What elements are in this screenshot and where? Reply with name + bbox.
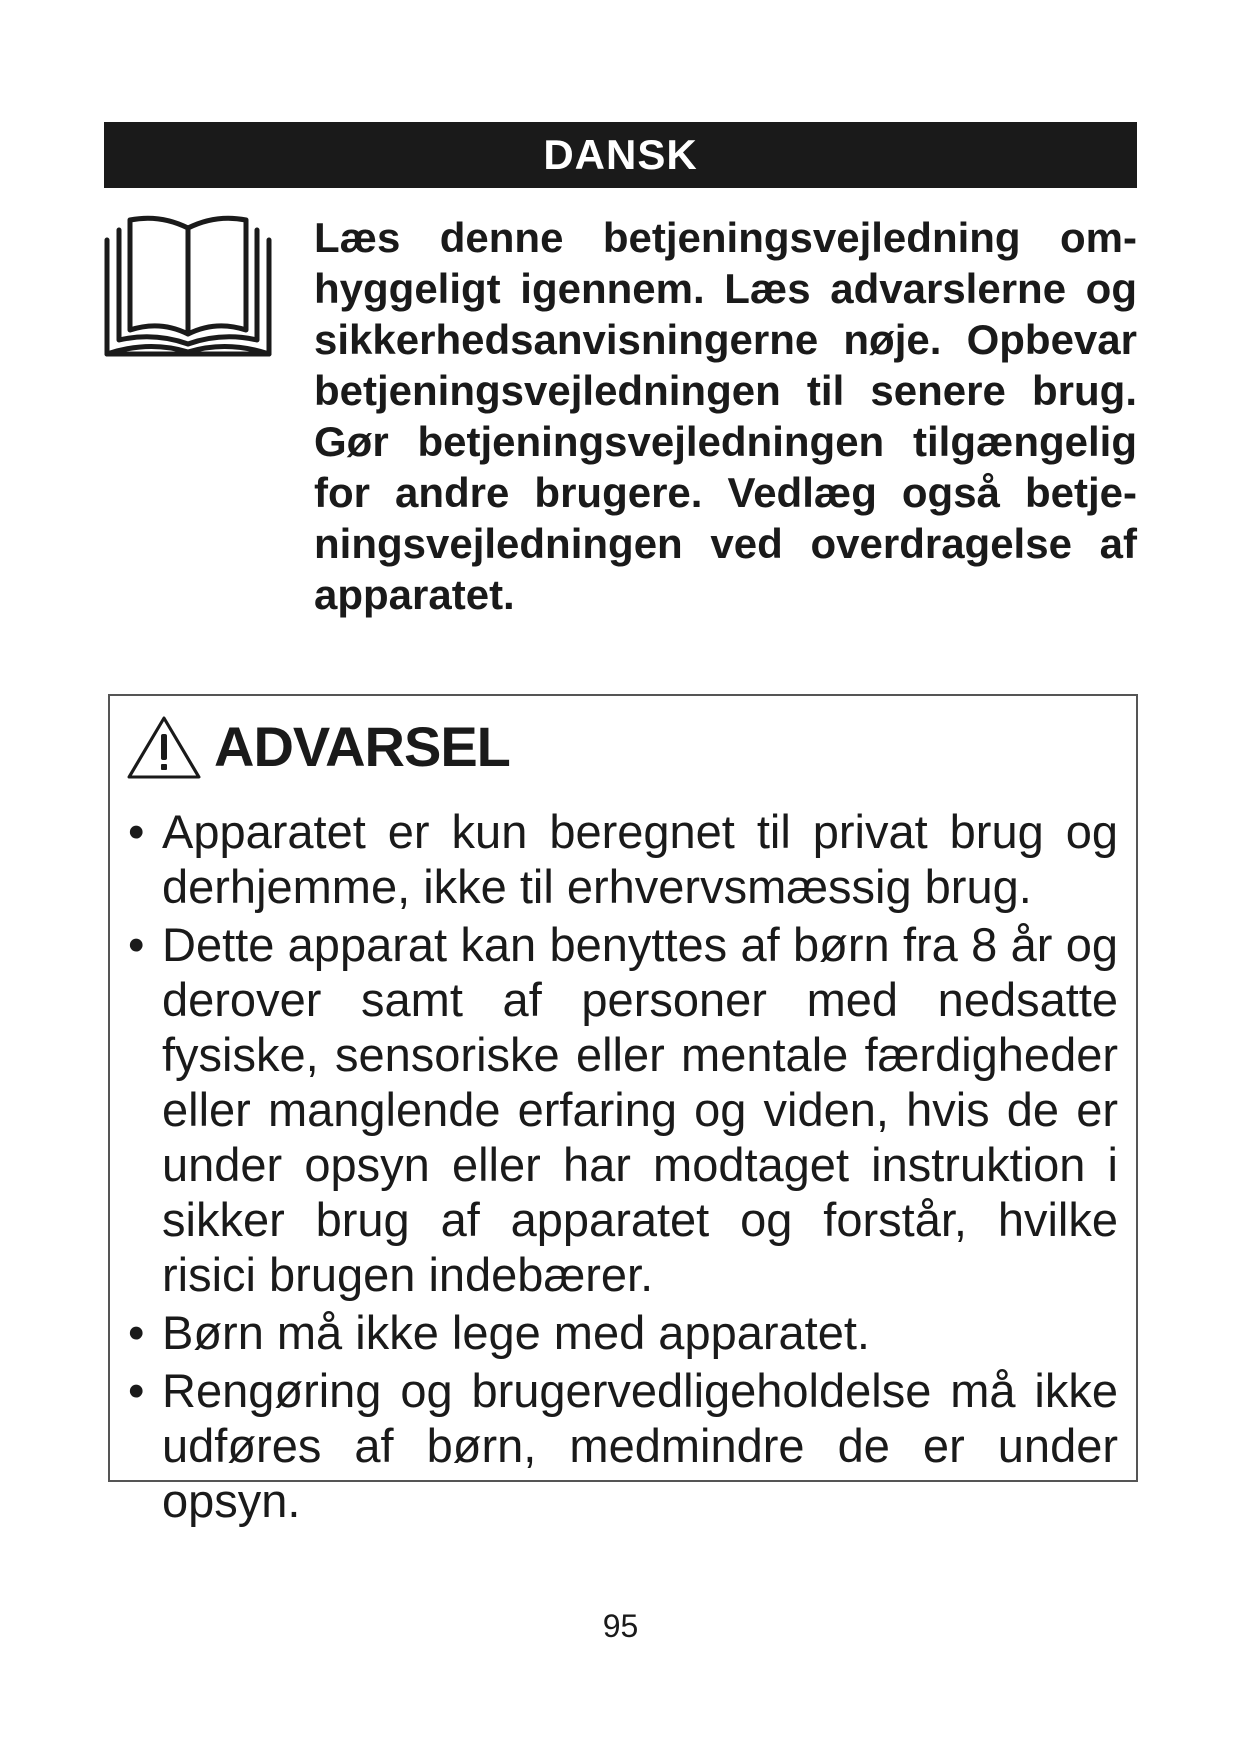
language-title: DANSK: [543, 131, 698, 178]
warning-triangle-icon: [126, 714, 202, 780]
page-number: 95: [602, 1608, 639, 1644]
warning-title: [126, 714, 510, 780]
warning-list: [128, 804, 1118, 1531]
list-item: [128, 804, 1118, 914]
warning-box: [108, 694, 1138, 1527]
list-item-text: Børn må ikke lege med apparatet.: [162, 1306, 870, 1359]
bullet: •: [128, 805, 145, 858]
intro-paragraph: Læs denne betjeningsvejledning omhyggeligt igennem. Læs advarslerne og sikkerhedsanvisningerne nøje. Opbevar betjeningsvejledningen til senere brug. Gør betjeningsvejledningen tilgængelig for andre brugere. Vedlæg også betjeningsvejledningen ved overdragelse af apparatet.: [314, 214, 1137, 618]
bullet: •: [128, 1364, 145, 1417]
list-item-text: Apparatet er kun beregnet til privat brug og derhjemme, ikke til erhvervsmæssig brug.: [162, 805, 1118, 913]
list-item: [128, 917, 1118, 1302]
open-book-icon: [104, 212, 272, 358]
list-item-text: Rengøring og brugervedligeholdelse må ikke udføres af børn, medmindre de er under opsyn.: [162, 1364, 1118, 1527]
bullet: •: [128, 1306, 145, 1359]
list-item: [128, 1363, 1118, 1528]
bullet: •: [128, 918, 145, 971]
language-header: [104, 122, 1137, 188]
warning-heading: ADVARSEL: [214, 715, 510, 778]
list-item-text: Dette apparat kan benyttes af børn fra 8 år og derover samt af personer med nedsatte fysiske, sensoriske eller mentale færdigheder eller manglende erfaring og viden, hvis de er under opsyn eller har modtaget instruktion i sikker brug af apparatet og forstår, hvilke risici brugen indebærer.: [162, 918, 1118, 1301]
list-item: [128, 1305, 1118, 1360]
